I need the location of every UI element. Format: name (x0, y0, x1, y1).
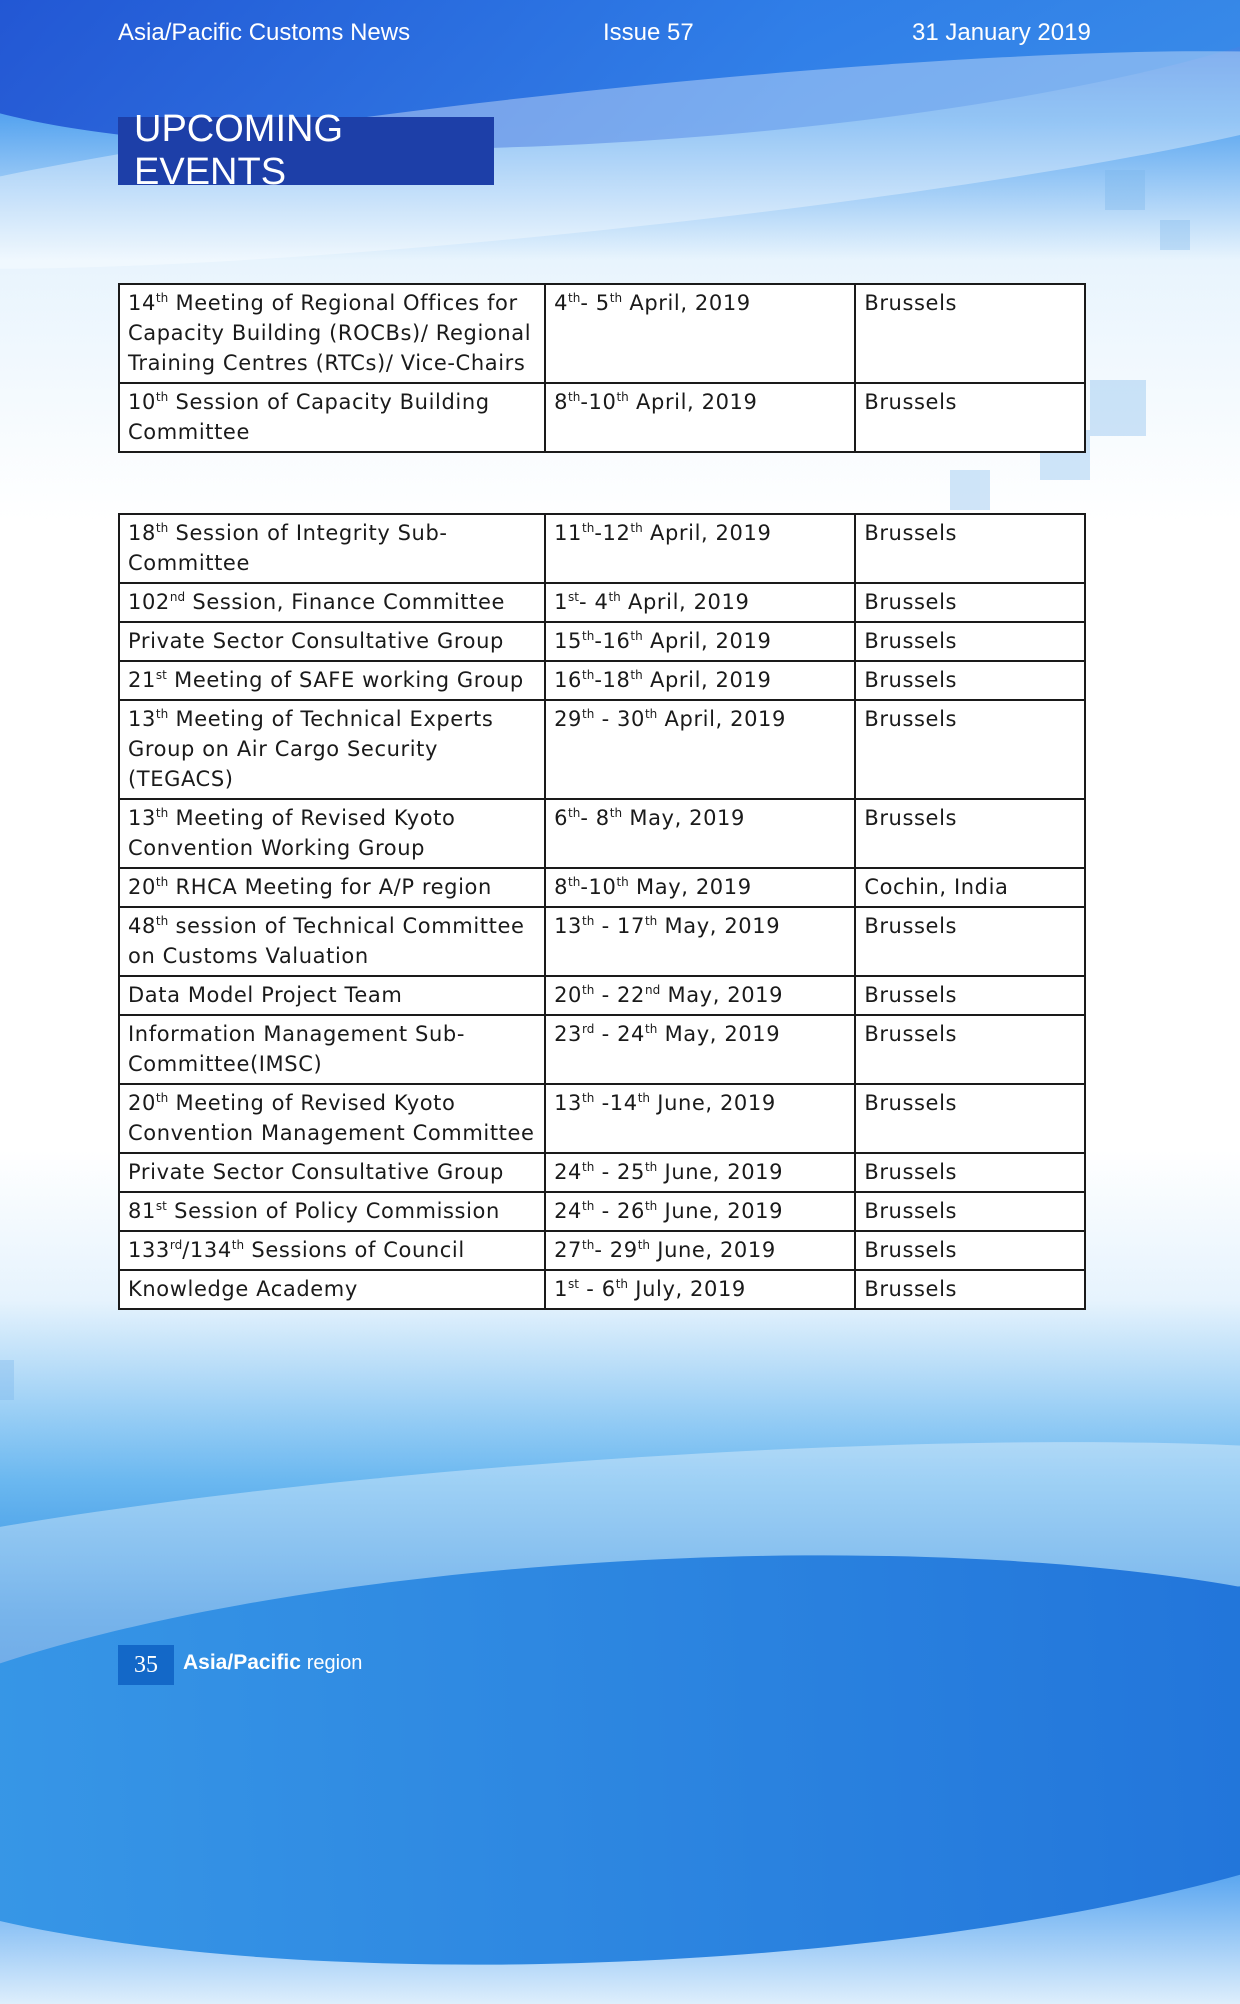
event-location-cell: Brussels (855, 1084, 1085, 1153)
ordinal-suffix: th (608, 590, 621, 604)
events-table-2 (118, 513, 1086, 1310)
ordinal-suffix: th (582, 629, 595, 643)
ordinal-suffix: th (582, 1238, 595, 1252)
event-location-cell: Brussels (855, 1153, 1085, 1192)
ordinal-suffix: th (155, 291, 169, 305)
ordinal-suffix: st (568, 1277, 580, 1291)
table-row (119, 1153, 1085, 1192)
event-date-cell: 8th-10th April, 2019 (545, 383, 855, 452)
decorative-square (0, 1360, 14, 1400)
ordinal-suffix: th (645, 1022, 658, 1036)
ordinal-suffix: th (155, 806, 169, 820)
ordinal-suffix: rd (582, 1022, 595, 1036)
event-name-cell: 13th Meeting of Technical Experts Group on Air Cargo Security (TEGACS) (119, 700, 545, 799)
table-row (119, 976, 1085, 1015)
decorative-square (1105, 170, 1145, 210)
event-name-cell: Private Sector Consultative Group (119, 622, 545, 661)
event-location-cell: Brussels (855, 1192, 1085, 1231)
event-name-cell: 20th RHCA Meeting for A/P region (119, 868, 545, 907)
ordinal-suffix: nd (644, 983, 661, 997)
ordinal-suffix: th (644, 1160, 658, 1174)
event-date-cell: 8th-10th May, 2019 (545, 868, 855, 907)
ordinal-suffix: th (637, 1091, 650, 1105)
event-location-cell: Brussels (855, 514, 1085, 583)
event-date-cell: 29th - 30th April, 2019 (545, 700, 855, 799)
event-name-cell: Data Model Project Team (119, 976, 545, 1015)
table-row (119, 1192, 1085, 1231)
event-name-cell: 133rd/134th Sessions of Council (119, 1231, 545, 1270)
event-date-cell: 11th-12th April, 2019 (545, 514, 855, 583)
ordinal-suffix: th (582, 1199, 595, 1213)
ordinal-suffix: rd (169, 1238, 183, 1252)
event-name-cell: Private Sector Consultative Group (119, 1153, 545, 1192)
event-name-cell: Information Management Sub-Committee(IMSC) (119, 1015, 545, 1084)
publication-title: Asia/Pacific Customs News (118, 19, 411, 46)
event-location-cell: Brussels (855, 700, 1085, 799)
page-header (0, 0, 1240, 70)
event-location-cell: Brussels (855, 907, 1085, 976)
table-row (119, 907, 1085, 976)
ordinal-suffix: th (568, 875, 581, 889)
event-location-cell: Brussels (855, 583, 1085, 622)
table-row (119, 622, 1085, 661)
event-date-cell: 23rd - 24th May, 2019 (545, 1015, 855, 1084)
table-row (119, 1270, 1085, 1309)
event-name-cell: 20th Meeting of Revised Kyoto Convention Management Committee (119, 1084, 545, 1153)
ordinal-suffix: th (568, 291, 581, 305)
ordinal-suffix: th (155, 521, 169, 535)
ordinal-suffix: th (155, 1091, 169, 1105)
ordinal-suffix: th (155, 875, 169, 889)
decorative-square (1160, 220, 1190, 250)
event-date-cell: 15th-16th April, 2019 (545, 622, 855, 661)
ordinal-suffix: th (616, 875, 629, 889)
table-row (119, 661, 1085, 700)
event-date-cell: 20th - 22nd May, 2019 (545, 976, 855, 1015)
table-row (119, 1084, 1085, 1153)
decorative-square (1090, 380, 1146, 436)
event-name-cell: 14th Meeting of Regional Offices for Capacity Building (ROCBs)/ Regional Training Centres (RTCs)/ Vice-Chairs (119, 284, 545, 383)
event-date-cell: 4th- 5th April, 2019 (545, 284, 855, 383)
ordinal-suffix: th (582, 914, 595, 928)
event-location-cell: Brussels (855, 1270, 1085, 1309)
event-date-cell: 1st- 4th April, 2019 (545, 583, 855, 622)
table-row (119, 1231, 1085, 1270)
ordinal-suffix: th (644, 707, 658, 721)
event-location-cell: Brussels (855, 1015, 1085, 1084)
event-name-cell: 10th Session of Capacity Building Committee (119, 383, 545, 452)
section-title: UPCOMING EVENTS (118, 117, 494, 185)
ordinal-suffix: th (155, 390, 169, 404)
ordinal-suffix: th (609, 291, 623, 305)
table-row (119, 383, 1085, 452)
ordinal-suffix: st (568, 590, 580, 604)
ordinal-suffix: th (568, 390, 581, 404)
event-date-cell: 24th - 25th June, 2019 (545, 1153, 855, 1192)
event-name-cell: 21st Meeting of SAFE working Group (119, 661, 545, 700)
ordinal-suffix: th (155, 914, 169, 928)
event-location-cell: Brussels (855, 383, 1085, 452)
events-table-1 (118, 283, 1086, 453)
event-date-cell: 13th - 17th May, 2019 (545, 907, 855, 976)
ordinal-suffix: th (582, 1091, 595, 1105)
ordinal-suffix: th (637, 1238, 650, 1252)
footer-region-bold: Asia/Pacific (183, 1651, 301, 1674)
decorative-square (950, 470, 990, 510)
table-row (119, 868, 1085, 907)
ordinal-suffix: th (582, 521, 595, 535)
table-row (119, 284, 1085, 383)
issue-number: Issue 57 (603, 19, 694, 46)
ordinal-suffix: th (644, 1199, 658, 1213)
ordinal-suffix: th (155, 707, 169, 721)
event-name-cell: 48th session of Technical Committee on Customs Valuation (119, 907, 545, 976)
page-number: 35 (118, 1645, 174, 1685)
ordinal-suffix: nd (169, 590, 186, 604)
ordinal-suffix: th (568, 806, 581, 820)
event-location-cell: Brussels (855, 661, 1085, 700)
ordinal-suffix: th (582, 707, 595, 721)
issue-date: 31 January 2019 (912, 19, 1091, 46)
event-location-cell: Brussels (855, 976, 1085, 1015)
event-date-cell: 1st - 6th July, 2019 (545, 1270, 855, 1309)
event-location-cell: Brussels (855, 622, 1085, 661)
event-location-cell: Brussels (855, 799, 1085, 868)
ordinal-suffix: th (582, 983, 595, 997)
event-date-cell: 27th- 29th June, 2019 (545, 1231, 855, 1270)
ordinal-suffix: th (615, 1277, 629, 1291)
event-name-cell: 102nd Session, Finance Committee (119, 583, 545, 622)
event-name-cell: Knowledge Academy (119, 1270, 545, 1309)
event-date-cell: 24th - 26th June, 2019 (545, 1192, 855, 1231)
footer-region-light: region (306, 1652, 363, 1674)
ordinal-suffix: th (644, 914, 658, 928)
ordinal-suffix: th (630, 668, 643, 682)
ordinal-suffix: th (582, 668, 595, 682)
ordinal-suffix: th (630, 629, 643, 643)
table-row (119, 700, 1085, 799)
table-row (119, 583, 1085, 622)
event-date-cell: 6th- 8th May, 2019 (545, 799, 855, 868)
event-name-cell: 18th Session of Integrity Sub-Committee (119, 514, 545, 583)
event-location-cell: Cochin, India (855, 868, 1085, 907)
ordinal-suffix: st (155, 668, 167, 682)
table-row (119, 1015, 1085, 1084)
event-location-cell: Brussels (855, 1231, 1085, 1270)
table-row (119, 799, 1085, 868)
ordinal-suffix: th (609, 806, 623, 820)
event-date-cell: 13th -14th June, 2019 (545, 1084, 855, 1153)
event-date-cell: 16th-18th April, 2019 (545, 661, 855, 700)
ordinal-suffix: th (231, 1238, 245, 1252)
event-location-cell: Brussels (855, 284, 1085, 383)
table-row (119, 514, 1085, 583)
ordinal-suffix: th (616, 390, 629, 404)
ordinal-suffix: th (630, 521, 643, 535)
event-name-cell: 13th Meeting of Revised Kyoto Convention Working Group (119, 799, 545, 868)
event-name-cell: 81st Session of Policy Commission (119, 1192, 545, 1231)
ordinal-suffix: th (582, 1160, 595, 1174)
footer-region-label (183, 1651, 362, 1675)
ordinal-suffix: st (155, 1199, 167, 1213)
